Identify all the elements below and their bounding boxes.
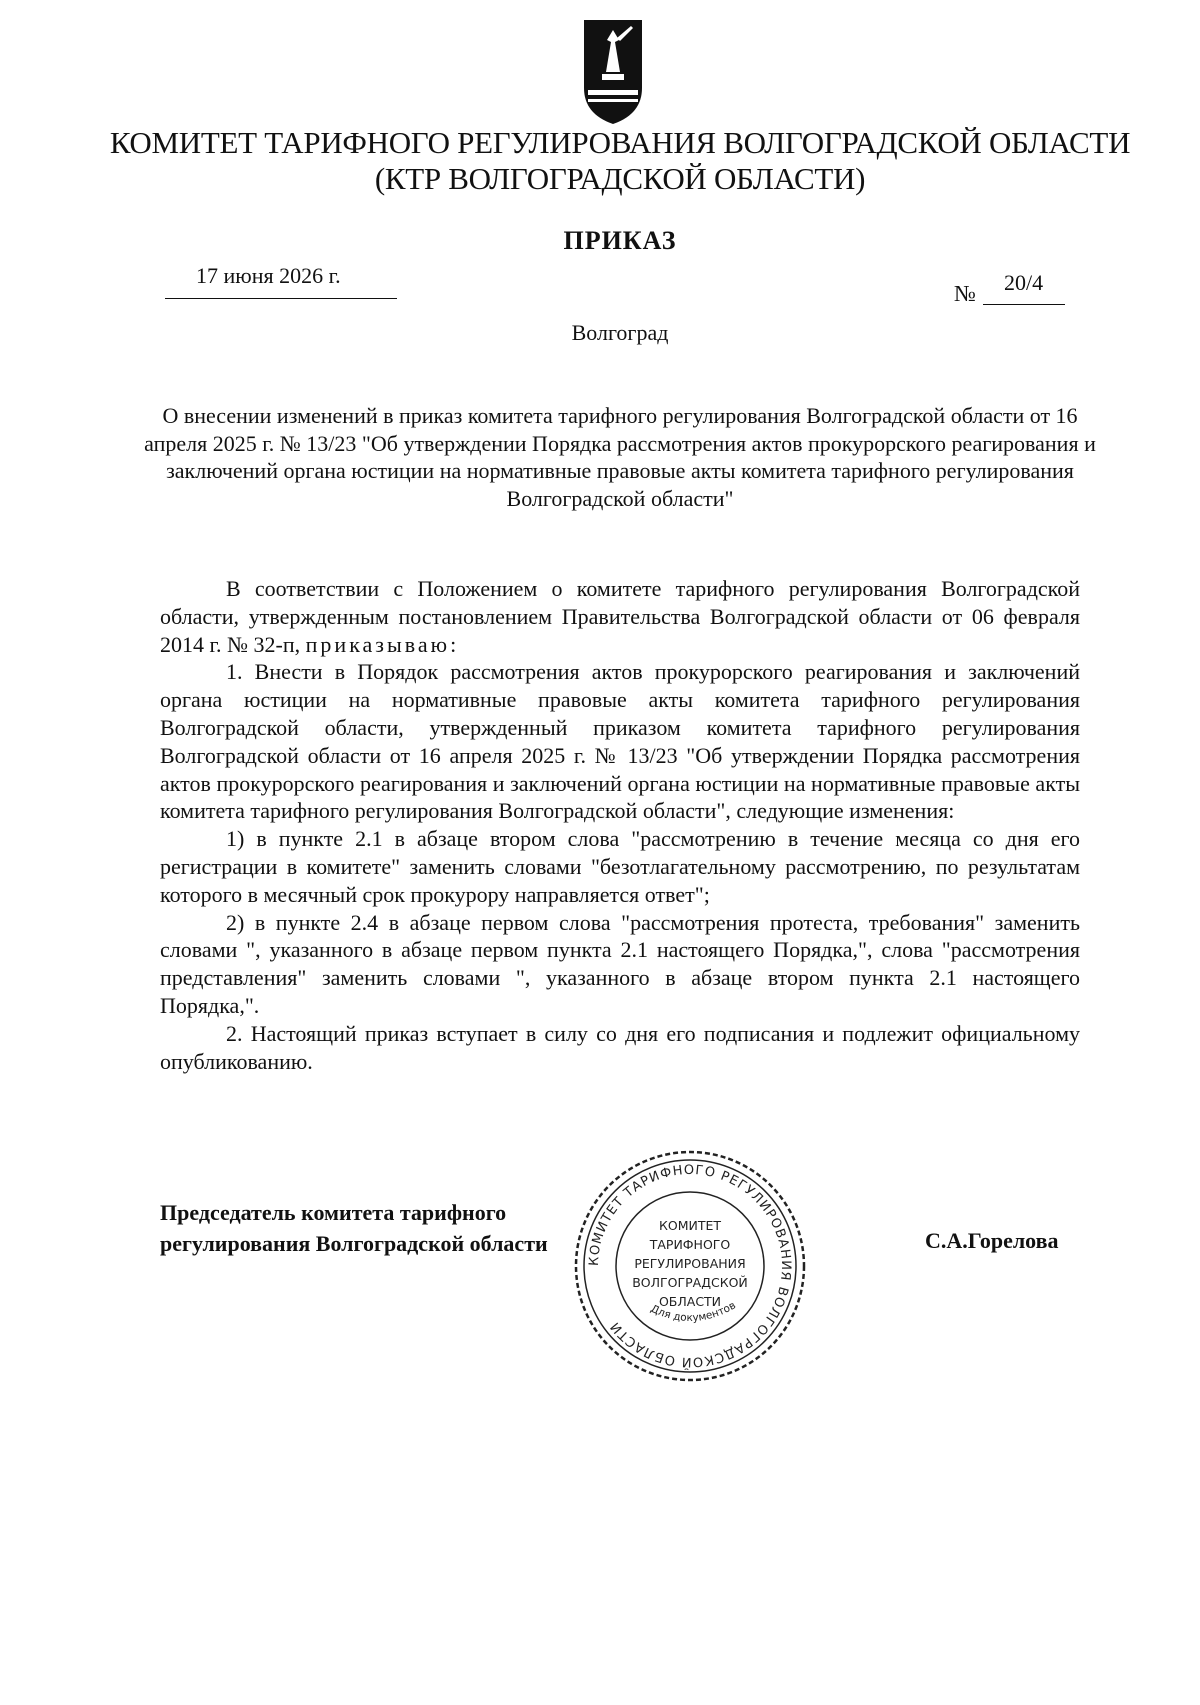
seal-inner-line-5: ОБЛАСТИ [658,1294,722,1309]
date-underline [165,298,397,299]
order-colon: : [450,631,457,657]
signatory-title [160,1197,548,1259]
signatory-title-line-2: регулирования Волгоградской области [160,1231,548,1256]
document-city: Волгоград [571,320,669,345]
document-body [160,575,1080,1075]
signatory-title-line-1: Председатель комитета тарифного [160,1200,507,1225]
volgograd-coat-of-arms-icon [582,18,644,126]
document-subject: О внесении изменений в приказ комитета тарифного регулирования Волгоградской области от 16 апреля 2025 г. № 13/23 "Об утверждении Порядка рассмотрения актов прокурорского реагирования и заключений органа юстиции на нормативные правовые акты комитета тарифного регулирования Волгоградской области" [144,403,1096,511]
document-number: 20/4 [1004,270,1044,295]
seal-inner-line-1: КОМИТЕТ [658,1218,722,1233]
body-subitem-2: 2) в пункте 2.4 в абзаце первом слова "рассмотрения протеста, требования" заменить словами ", указанного в абзаце первом пункта 2.1 настоящего Порядка,", слова "рассмотрения представления" заменить словами ", указанного в абзаце втором пункта 2.1 настоящего Порядка,". [160,909,1080,1018]
document-title: ПРИКАЗ [563,226,677,255]
seal-inner-line-2: ТАРИФНОГО [649,1237,731,1252]
number-underline [983,304,1065,305]
signatory-name: С.А.Горелова [925,1228,1059,1253]
body-item-1: 1. Внести в Порядок рассмотрения актов прокурорского реагирования и заключений органа юстиции на нормативные правовые акты комитета тарифного регулирования Волгоградской области, утвержденный приказом комитета тарифного регулирования Волгоградской области от 16 апреля 2025 г. № 13/23 "Об утверждении Порядка рассмотрения актов прокурорского реагирования и заключений органа юстиции на нормативные правовые акты комитета тарифного регулирования Волгоградской области", следующие изменения: [160,659,1080,824]
body-preamble [160,575,1080,658]
body-item-2: 2. Настоящий приказ вступает в силу со дня его подписания и подлежит официальному опубликованию. [160,1020,1080,1074]
order-word: приказываю [305,631,451,657]
seal-inner-line-4: ВОЛГОГРАДСКОЙ [632,1275,748,1290]
seal-bottom-text: Для документов [648,1299,738,1325]
document-date: 17 июня 2026 г. [196,263,341,288]
organization-name: КОМИТЕТ ТАРИФНОГО РЕГУЛИРОВАНИЯ ВОЛГОГРАДСКОЙ ОБЛАСТИ [109,125,1131,160]
official-seal-stamp [572,1148,808,1384]
preamble-text: В соответствии с Положением о комитете тарифного регулирования Волгоградской области, утвержденным постановлением Правительства Волгоградской области от 06 февраля 2014 г. № 32-п, [160,576,1080,657]
organization-short-name: (КТР ВОЛГОГРАДСКОЙ ОБЛАСТИ) [374,161,866,196]
number-sign: № [954,281,976,306]
seal-outer-text: КОМИТЕТ ТАРИФНОГО РЕГУЛИРОВАНИЯ ВОЛГОГРАДСКОЙ ОБЛАСТИ [586,1162,794,1370]
seal-inner-line-3: РЕГУЛИРОВАНИЯ [634,1256,746,1271]
body-subitem-1: 1) в пункте 2.1 в абзаце втором слова "рассмотрению в течение месяца со дня его регистрации в комитете" заменить словами "безотлагательному рассмотрению, по результатам которого в месячный срок прокурору направляется ответ"; [160,826,1080,907]
